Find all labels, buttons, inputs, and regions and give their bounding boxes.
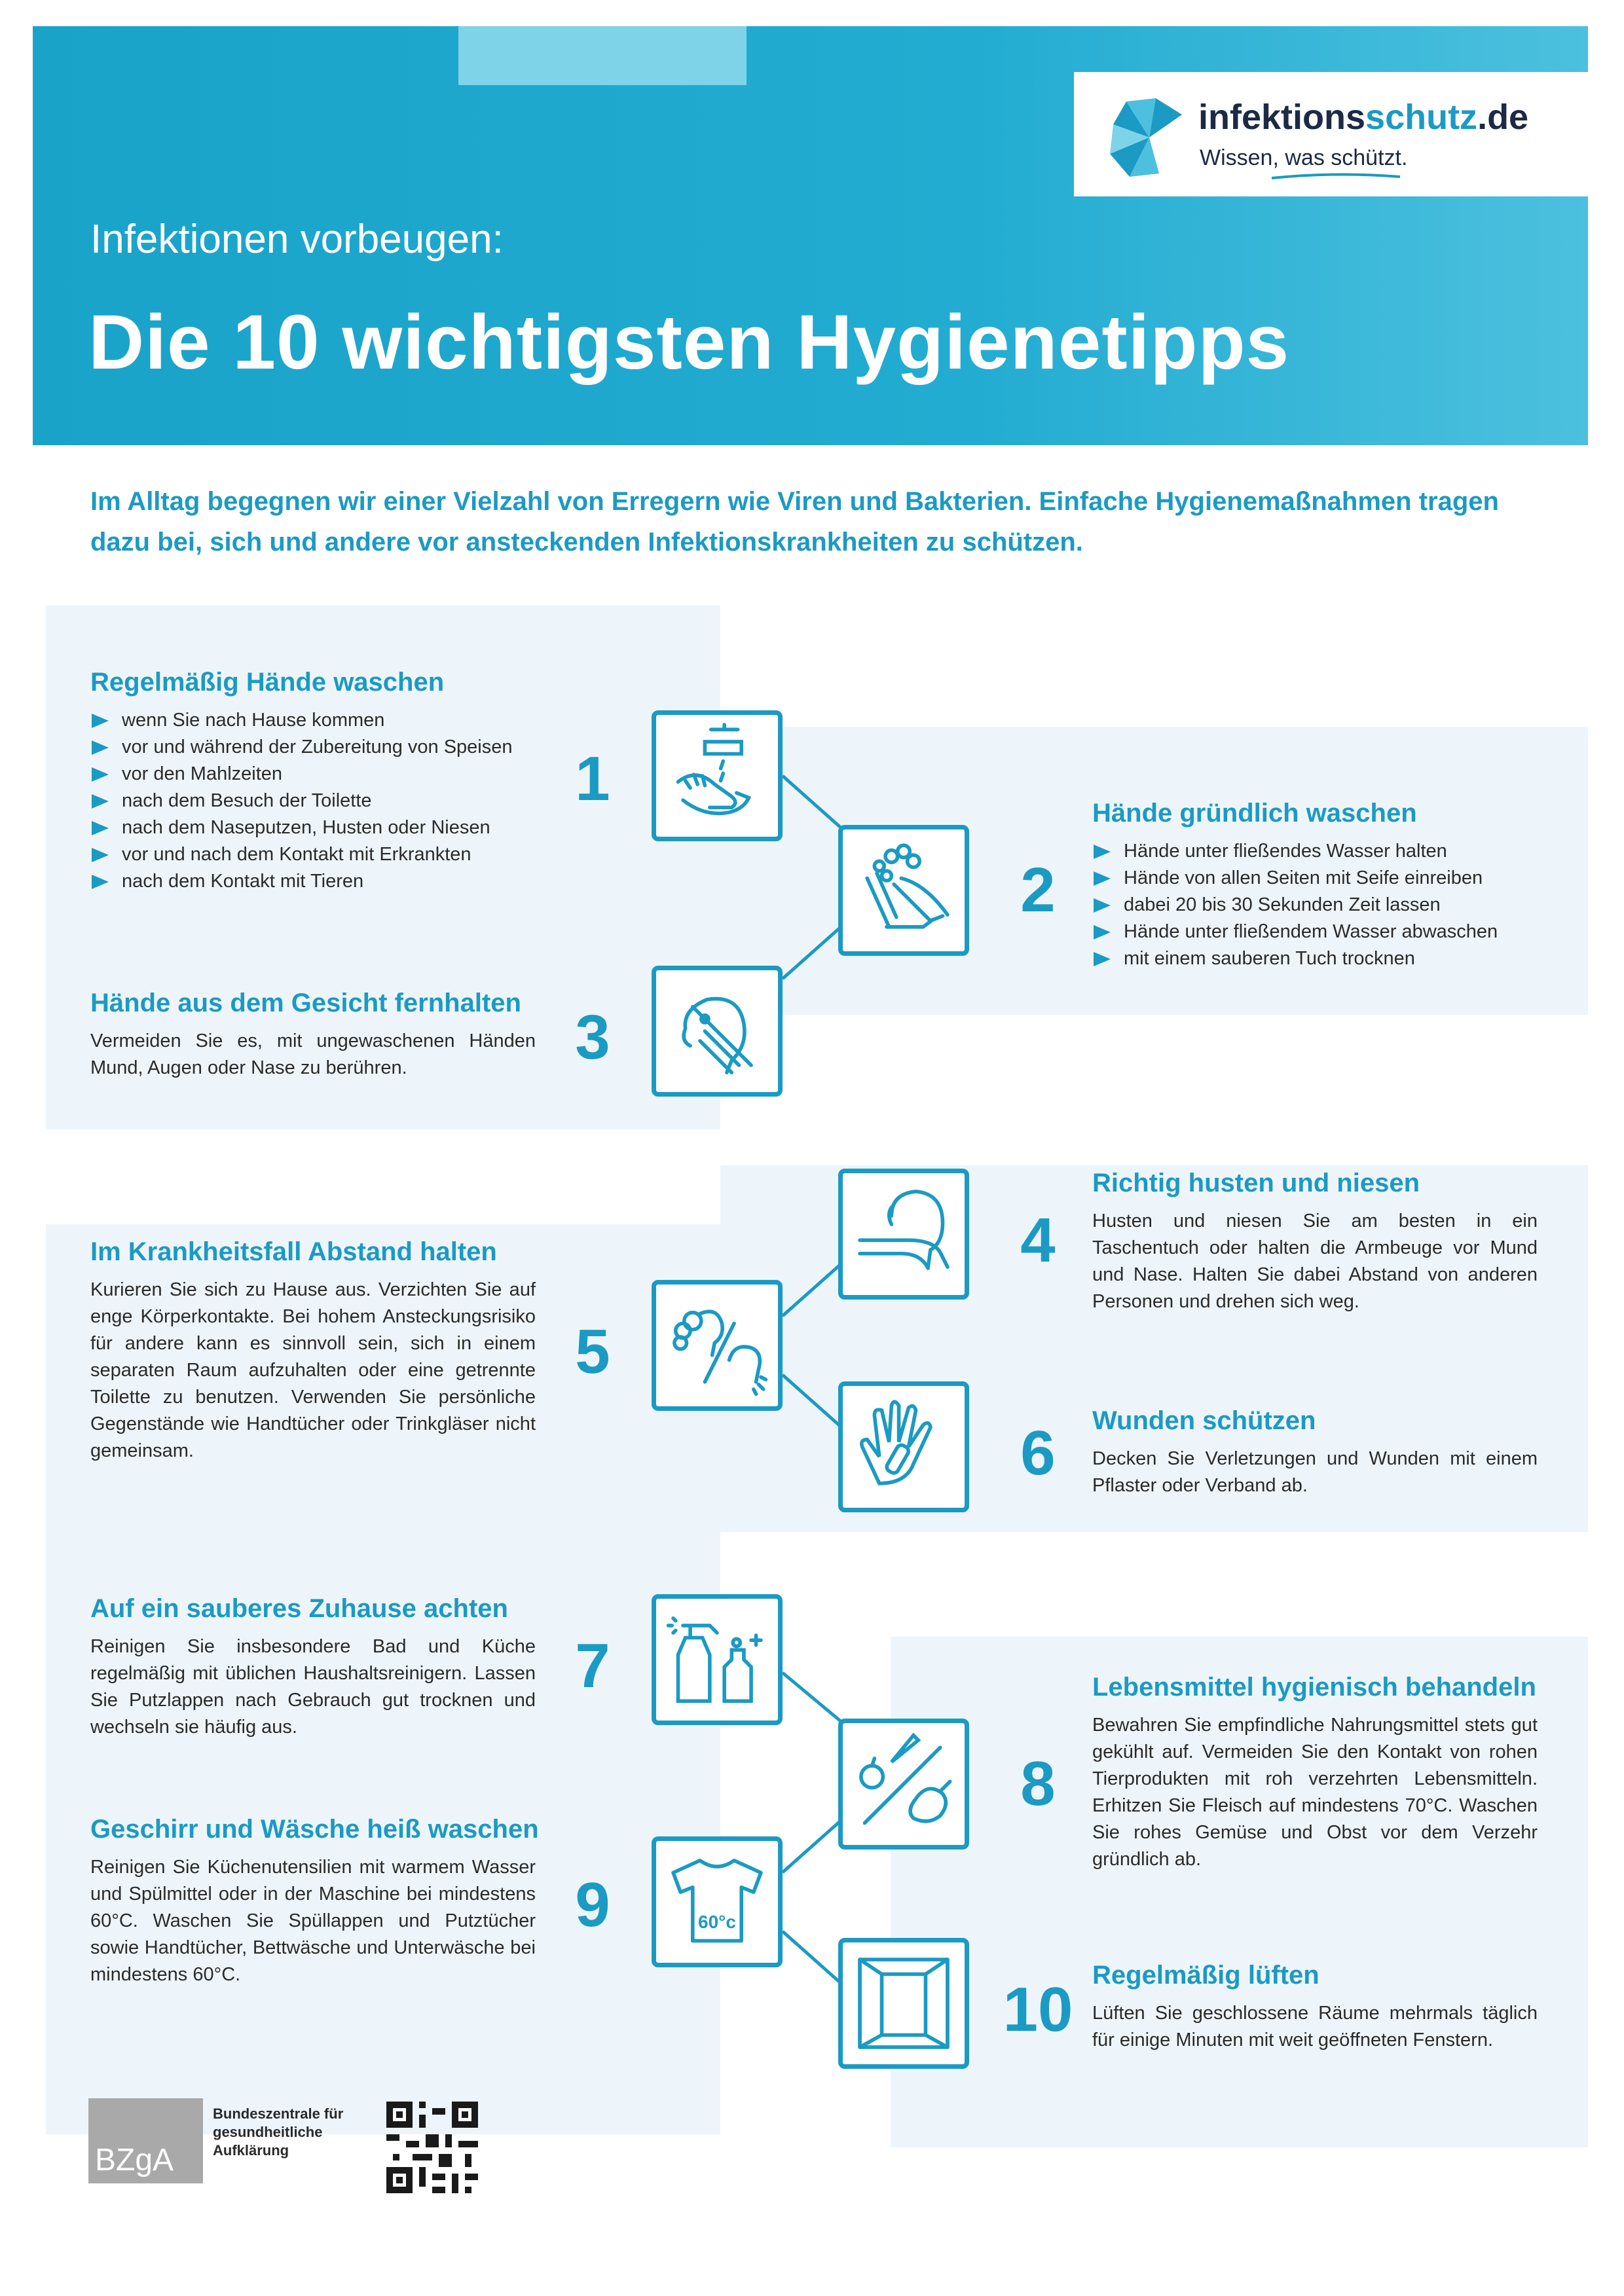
tip-9-number: 9	[575, 1870, 610, 1940]
no-face-touching-icon	[652, 966, 783, 1097]
tip-7-text: Reinigen Sie insbesondere Bad und Küche regelmäßig mit üblichen Haushaltsreinigern. Lassen Sie Putzlappen nach Gebrauch gut trocknen und wechseln sie häufig aus.	[90, 1636, 536, 1738]
tip-7-heading: Auf ein sauberes Zuhause achten	[90, 1594, 508, 1623]
tip-1-list	[90, 707, 513, 895]
tip-5-text: Kurieren Sie sich zu Hause aus. Verzichten Sie auf enge Körperkontakte. Bei hohem Ansteckungsrisiko für andere kann es sinnvoll sein, sich in einem separaten Raum aufzuhalten oder eine getrennte Toilette zu benutzen. Verwenden Sie persönliche Gegenstände wie Handtücher oder Trinkgläser nicht gemeinsam.	[90, 1279, 536, 1461]
tip-2-heading: Hände gründlich waschen	[1092, 799, 1417, 828]
logo-tagline: Wissen, was schützt.	[1200, 145, 1408, 170]
tip-10-text: Lüften Sie geschlossene Räume mehrmals täglich für einige Minuten mit weit geöffneten Fenstern.	[1092, 2003, 1538, 2050]
list-item: vor und nach dem Kontakt mit Erkrankten	[90, 841, 513, 868]
tip-3-number: 3	[575, 1002, 610, 1072]
qr-code-icon	[386, 2102, 478, 2193]
cough-into-elbow-icon	[838, 1169, 969, 1300]
tshirt-60-icon	[652, 1836, 783, 1967]
logo-wordmark: infektionsschutz.de	[1198, 98, 1529, 137]
tip-2-number: 2	[1020, 855, 1056, 925]
tip-1-heading: Regelmäßig Hände waschen	[90, 668, 445, 697]
tip-2-list	[1092, 838, 1498, 972]
tip-7-number: 7	[575, 1631, 610, 1701]
tip-5-heading: Im Krankheitsfall Abstand halten	[90, 1237, 497, 1266]
soapy-hands-icon	[838, 825, 969, 956]
tip-3-heading: Hände aus dem Gesicht fernhalten	[90, 989, 521, 1017]
tip-9-text: Reinigen Sie Küchenutensilien mit warmem Wasser und Spülmittel oder in der Maschine bei mindestens 60°C. Waschen Sie Spüllappen und Putztücher sowie Handtücher, Bettwäsche und Unterwäsche bei mindestens 60°C.	[90, 1857, 536, 1985]
tip-4-text: Husten und niesen Sie am besten in ein Taschentuch oder halten die Armbeuge vor Mund und Nase. Halten Sie dabei Abstand von anderen Personen und drehen sich weg.	[1092, 1211, 1538, 1312]
tip-5-number: 5	[575, 1317, 610, 1387]
header-kicker: Infektionen vorbeugen:	[90, 217, 504, 262]
tip-6-heading: Wunden schützen	[1092, 1406, 1316, 1435]
list-item: nach dem Besuch der Toilette	[90, 788, 513, 814]
tip-6-number: 6	[1020, 1418, 1056, 1488]
tip-8-text: Bewahren Sie empfindliche Nahrungsmittel stets gut gekühlt auf. Vermeiden Sie den Kontakt von rohen Tierprodukten mit roh verzehrten Lebensmitteln. Erhitzen Sie Fleisch auf mindestens 70°C. Waschen Sie rohes Gemüse und Obst vor dem Verzehr gründlich ab.	[1092, 1715, 1538, 1870]
intro-text: Im Alltag begegnen wir einer Vielzahl von Erregern wie Viren und Bakterien. Einfache Hygienemaßnahmen tragen dazu bei, sich und andere vor ansteckenden Infektionskrankheiten zu schützen.	[90, 487, 1499, 556]
open-window-icon	[838, 1938, 969, 2069]
list-item: vor und während der Zubereitung von Speisen	[90, 734, 513, 761]
list-item: nach dem Kontakt mit Tieren	[90, 868, 513, 895]
list-item: Hände unter fließendes Wasser halten	[1092, 838, 1498, 865]
list-item: Hände von allen Seiten mit Seife einreiben	[1092, 865, 1498, 892]
list-item: Hände unter fließendem Wasser abwaschen	[1092, 919, 1498, 945]
tip-10-number: 10	[1003, 1975, 1073, 2045]
list-item: wenn Sie nach Hause kommen	[90, 707, 513, 734]
tip-3-text: Vermeiden Sie es, mit ungewaschenen Händen Mund, Augen oder Nase zu berühren.	[90, 1030, 536, 1078]
list-item: mit einem sauberen Tuch trocknen	[1092, 945, 1498, 972]
cleaning-spray-icon	[652, 1594, 783, 1725]
list-item: nach dem Naseputzen, Husten oder Niesen	[90, 814, 513, 841]
keep-distance-icon	[652, 1280, 783, 1411]
tip-6-text: Decken Sie Verletzungen und Wunden mit einem Pflaster oder Verband ab.	[1092, 1448, 1538, 1496]
bzga-logo-text: BZgA	[95, 2143, 174, 2178]
list-item: dabei 20 bis 30 Sekunden Zeit lassen	[1092, 892, 1498, 919]
tip-8-heading: Lebensmittel hygienisch behandeln	[1092, 1673, 1536, 1702]
food-separation-icon	[838, 1719, 969, 1850]
bzga-name: Bundeszentrale für gesundheitliche Aufklärung	[213, 2105, 344, 2159]
tshirt-temperature-label: 60°c	[698, 1912, 736, 1932]
page-title: Die 10 wichtigsten Hygienetipps	[88, 299, 1290, 386]
tip-8-number: 8	[1020, 1749, 1056, 1819]
hand-washing-faucet-icon	[652, 710, 783, 841]
tip-1-number: 1	[575, 744, 610, 814]
bandaged-hand-icon	[838, 1381, 969, 1512]
tip-4-number: 4	[1020, 1205, 1056, 1275]
tip-9-heading: Geschirr und Wäsche heiß waschen	[90, 1815, 539, 1844]
tip-10-heading: Regelmäßig lüften	[1092, 1961, 1320, 1990]
tip-4-heading: Richtig husten und niesen	[1092, 1169, 1420, 1197]
list-item: vor den Mahlzeiten	[90, 761, 513, 788]
